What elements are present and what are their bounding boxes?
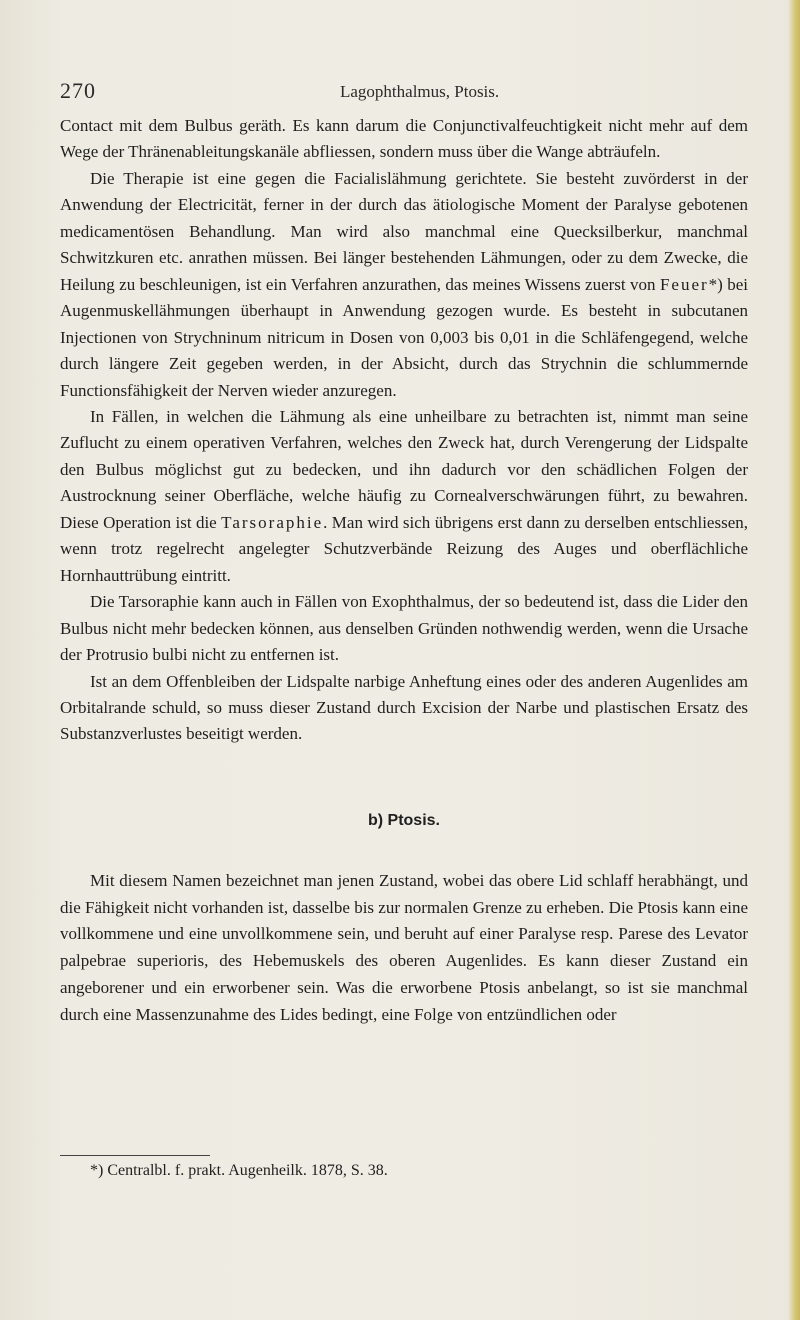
paragraph: Contact mit dem Bulbus geräth. Es kann darum die Conjunctivalfeuchtigkeit nicht mehr auf dem Wege der Thränenableitungskanäle abfliessen, sondern muss über die Wange abträufeln. xyxy=(60,116,748,162)
paragraph-text: In Fällen, in welchen die Lähmung als eine unheilbare zu betrachten ist, nimmt man seine Zuflucht zu einem operativen Verfahren, welches den Zweck hat, durch Verengerung der Lidspalte den Bulbus möglichst gut zu bedecken, und ihn dadurch vor den schädlichen Folgen der Austrocknung seiner Oberfläche, welche häufig zu Cornealverschwärungen führt, zu bewahren. Diese Operation ist die xyxy=(60,406,748,532)
page-number: 270 xyxy=(60,78,96,103)
paragraph: Die Tarsoraphie kann auch in Fällen von Exophthalmus, der so bedeutend ist, dass die Lider den Bulbus nicht mehr bedecken können, aus denselben Gründen nothwendig werden, wenn die Ursache der Protrusio bulbi nicht zu entfernen ist. xyxy=(60,592,748,665)
paragraph: Mit diesem Namen bezeichnet man jenen Zustand, wobei das obere Lid schlaff herabhängt, und die Fähigkeit nicht vorhanden ist, dasselbe bis zur normalen Grenze zu erheben. Die Ptosis kann eine vollkommene und eine unvollkommene sein, und beruht auf einer Paralyse resp. Parese des Levator palpebrae superioris, des Hebemuskels des oberen Augenlides. Es kann dieser Zustand ein angeborener und ein erworbener sein. Was die erworbene Ptosis anbelangt, so ist sie manchmal durch eine Massenzunahme des Lides bedingt, eine Folge von entzündlichen oder xyxy=(60,871,748,1024)
footnote-marker: *) xyxy=(708,274,723,294)
paragraph: Ist an dem Offenbleiben der Lidspalte narbige Anheftung eines oder des anderen Augenlides am Orbitalrande schuld, so muss dieser Zustand durch Excision der Narbe und plastischen Ersatz des Substanzverlustes beseitigt werden. xyxy=(60,671,748,744)
section-heading: b) Ptosis. xyxy=(367,812,440,829)
body-text-section-a xyxy=(60,113,748,748)
page-edge xyxy=(788,0,800,1320)
paragraph-operation xyxy=(60,404,748,589)
page-header xyxy=(60,78,750,108)
author-name: Feuer xyxy=(659,274,709,294)
paragraph-therapy xyxy=(60,166,748,404)
running-title: Lagophthalmus, Ptosis. xyxy=(340,82,500,101)
paragraph-text: Die Therapie ist eine gegen die Facialislähmung gerichtete. Sie besteht zuvörderst in der Anwendung der Electricität, ferner in der durch das ätiologische Moment der Paralyse gebotenen medicamentösen Behandlung. Man wird also manchmal eine Quecksilberkur, manchmal Schwitzkuren etc. anrathen müssen. Bei länger bestehenden Lähmungen, oder zu dem Zwecke, die Heilung zu beschleunigen, ist ein Verfahren anzurathen, das meines Wissens zuerst von xyxy=(60,168,748,294)
body-text-section-b xyxy=(60,868,748,1028)
footnote-rule xyxy=(60,1155,210,1156)
spaced-term: Tarsoraphie xyxy=(221,512,324,532)
footnote: *) Centralbl. f. prakt. Augenheilk. 1878, S. 38. xyxy=(90,1162,388,1179)
paragraph-text: bei Augenmuskellähmungen überhaupt in Anwendung gezogen wurde. Es besteht in subcutanen Injectionen von Strychninum nitricum in Dosen von 0,003 bis 0,01 in die Schläfengegend, welche durch längere Zeit gegeben werden, in der Absicht, durch das Strychnin die schlummernde Functionsfähigkeit der Nerven wieder anzuregen. xyxy=(60,274,748,400)
paragraph-text: . Man wird sich übrigens erst dann zu derselben entschliessen, wenn trotz regelrecht angelegter Schutzverbände Reizung des Auges und oberflächliche Hornhauttrübung eintritt. xyxy=(60,512,748,585)
